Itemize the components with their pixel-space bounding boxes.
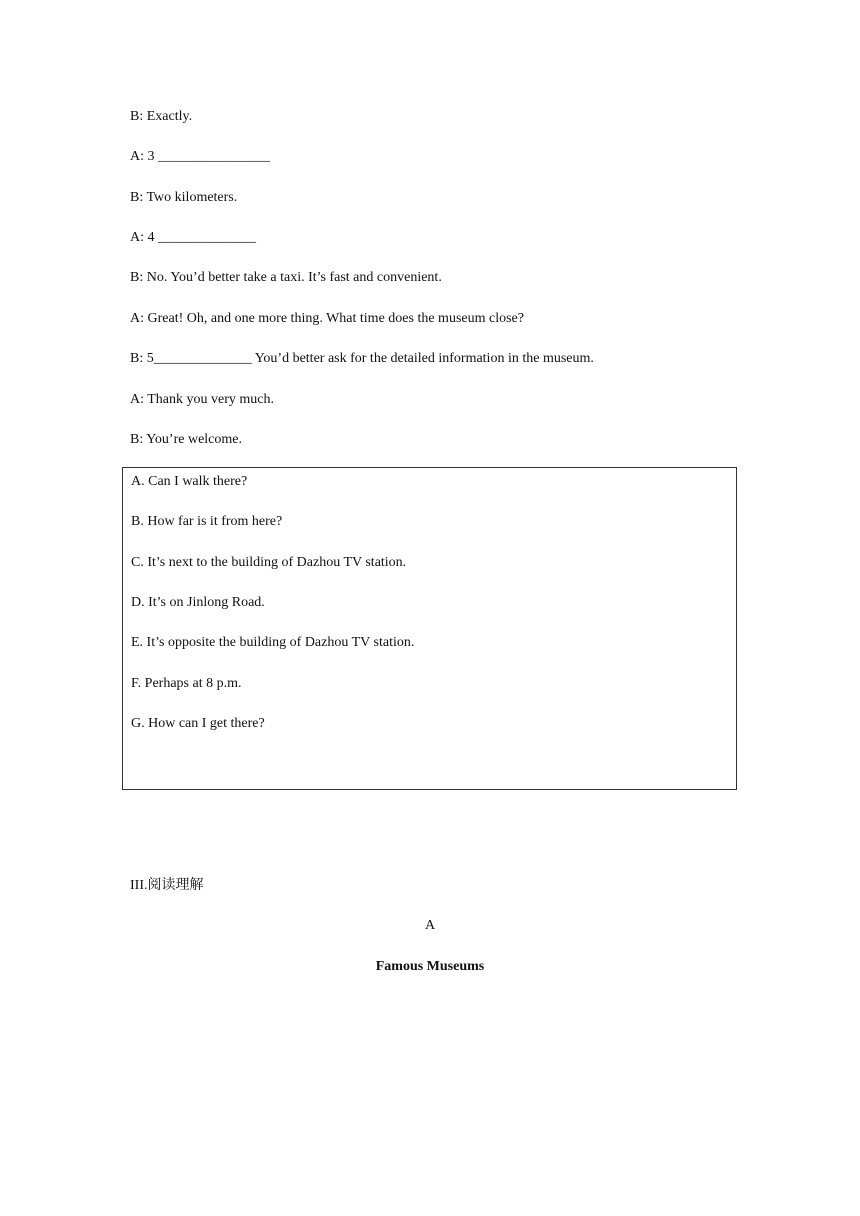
options-box xyxy=(122,467,737,790)
dialogue-line-1: B: Exactly. xyxy=(130,109,193,124)
section-heading: III.阅读理解 xyxy=(130,878,204,893)
option-e: E. It’s opposite the building of Dazhou TV station. xyxy=(131,635,415,650)
dialogue-line-2: A: 3 ________________ xyxy=(130,149,270,164)
option-b: B. How far is it from here? xyxy=(131,514,283,529)
dialogue-line-7: B: 5______________ You’d better ask for the detailed information in the museum. xyxy=(130,351,594,366)
option-a: A. Can I walk there? xyxy=(131,474,248,489)
passage-title: Famous Museums xyxy=(375,959,485,974)
dialogue-line-3: B: Two kilometers. xyxy=(130,190,238,205)
dialogue-line-6: A: Great! Oh, and one more thing. What time does the museum close? xyxy=(130,311,524,326)
part-letter: A xyxy=(424,918,436,933)
option-d: D. It’s on Jinlong Road. xyxy=(131,595,265,610)
dialogue-line-5: B: No. You’d better take a taxi. It’s fast and convenient. xyxy=(130,270,442,285)
option-g: G. How can I get there? xyxy=(131,716,265,731)
dialogue-line-9: B: You’re welcome. xyxy=(130,432,242,447)
option-f: F. Perhaps at 8 p.m. xyxy=(131,676,242,691)
option-c: C. It’s next to the building of Dazhou TV station. xyxy=(131,555,407,570)
dialogue-line-4: A: 4 ______________ xyxy=(130,230,256,245)
dialogue-line-8: A: Thank you very much. xyxy=(130,392,274,407)
